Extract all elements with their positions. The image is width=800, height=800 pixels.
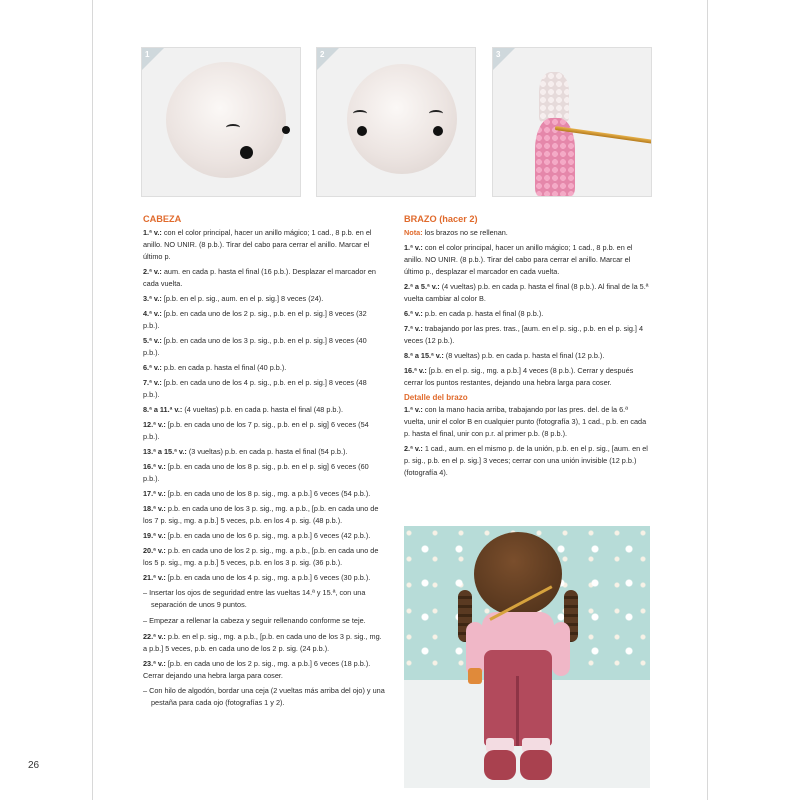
row-number: 13.ª a 15.ª v.: [143, 447, 187, 456]
round-instruction [143, 362, 385, 374]
round-instruction [143, 631, 385, 655]
row-instruction: (4 vueltas) p.b. en cada p. hasta el final (48 p.b.). [182, 405, 343, 414]
instruction-note: – Empezar a rellenar la cabeza y seguir rellenando conforme se teje. [143, 616, 366, 625]
round-instruction [404, 350, 650, 362]
row-number: 18.ª v.: [143, 504, 166, 513]
row-number: 2.ª a 5.ª v.: [404, 282, 440, 291]
detalle-title: Detalle del brazo [404, 393, 468, 402]
row-instruction: [p.b. en cada uno de los 2 p. sig., mg. a p.b.] 6 veces (18 p.b.). Cerrar dejando una hebra larga para coser. [143, 659, 371, 680]
instruction-note: – Insertar los ojos de seguridad entre las vueltas 14.ª y 15.ª, con una separación de unos 9 puntos. [143, 588, 366, 609]
round-instruction [143, 293, 385, 305]
row-instruction: (3 vueltas) p.b. en cada p. hasta el final (54 p.b.). [186, 447, 348, 456]
row-instruction: 1 cad., aum. en el mismo p. de la unión, p.b. en el p. sig., [aum. en el p. sig., p.b. en el p. sig.] 3 veces; cerrar con una unión invisible (12 p.b.) (fotografía 4). [404, 444, 648, 477]
photo-1 [141, 47, 301, 197]
row-instruction: [p.b. en cada uno de los 8 p. sig., mg. a p.b.] 6 veces (54 p.b.). [165, 489, 371, 498]
row-instruction: p.b. en el p. sig., mg. a p.b., [p.b. en cada uno de los 3 p. sig., mg. a p.b.] 5 veces, p.b. en cada uno de los 2 p. sig. (24 p.b.). [143, 632, 382, 653]
round-instruction [404, 323, 650, 347]
row-number: 1.ª v.: [404, 405, 423, 414]
doll-arm-right [552, 622, 570, 676]
row-number: 17.ª v.: [143, 489, 166, 498]
photo-number: 1 [145, 50, 150, 59]
row-instruction: [p.b. en cada uno de los 2 p. sig., p.b. en el p. sig.] 8 veces (32 p.b.). [143, 309, 367, 330]
row-instruction: aum. en cada p. hasta el final (16 p.b.). Desplazar el marcador en cada vuelta. [143, 267, 376, 288]
round-instruction [143, 572, 385, 584]
row-number: 7.ª v.: [143, 378, 162, 387]
round-instruction [143, 530, 385, 542]
doll-photo [404, 526, 650, 788]
brazo-note [404, 227, 650, 239]
row-instruction: [p.b. en el p. sig., aum. en el p. sig.] 8 veces (24). [161, 294, 324, 303]
round-instruction [143, 377, 385, 401]
safety-eye [433, 126, 443, 136]
round-instruction [404, 242, 650, 278]
round-instruction [143, 488, 385, 500]
brazo-title: BRAZO (hacer 2) [404, 214, 478, 224]
row-instruction: [p.b. en cada uno de los 6 p. sig., mg. a p.b.] 6 veces (42 p.b.). [165, 531, 371, 540]
row-instruction: con el color principal, hacer un anillo mágico; 1 cad., 8 p.b. en el anillo. NO UNIR. (8 p.b.). Tirar del cabo para cerrar el anillo. Marcar el último p., desplazar el marcador en cada vuelta. [404, 243, 633, 276]
round-instruction [143, 419, 385, 443]
round-instruction [143, 658, 385, 682]
safety-eye [240, 146, 253, 159]
row-number: 2.ª v.: [143, 267, 162, 276]
photo-3 [492, 47, 652, 197]
row-number: 12.ª v.: [143, 420, 166, 429]
row-number: 8.ª a 11.ª v.: [143, 405, 183, 414]
row-number: 6.ª v.: [404, 309, 423, 318]
round-instruction [143, 545, 385, 569]
row-instruction: p.b. en cada p. hasta el final (40 p.b.). [161, 363, 287, 372]
crochet-head-ball [166, 62, 286, 178]
round-instruction [404, 281, 650, 305]
row-number: 16.ª v.: [404, 366, 427, 375]
note-label: Nota: [404, 228, 423, 237]
row-number: 4.ª v.: [143, 309, 162, 318]
row-instruction: con la mano hacia arriba, trabajando por las pres. del. de la 6.ª vuelta, unir el color B en cualquier punto (fotografía 3), 1 cad., p.b. en cada p. hasta el final, unir con p.r. al primer p.b. (8 p.b.). [404, 405, 647, 438]
round-instruction [143, 335, 385, 359]
row-number: 1.ª v.: [143, 228, 162, 237]
round-instruction [404, 443, 650, 479]
page-number: 26 [28, 760, 40, 771]
book-page [92, 0, 708, 800]
round-instruction [143, 404, 385, 416]
cabeza-section [143, 212, 385, 713]
embroidered-brow [226, 124, 240, 131]
row-instruction: [p.b. en el p. sig., mg. a p.b.] 4 veces (8 p.b.). Cerrar y después cerrar los puntos restantes, dejando una hebra larga para coser. [404, 366, 634, 387]
overalls-seam [516, 676, 519, 746]
cabeza-title: CABEZA [143, 214, 182, 224]
row-number: 8.ª a 15.ª v.: [404, 351, 444, 360]
row-instruction: p.b. en cada uno de los 2 p. sig., mg. a p.b., [p.b. en cada uno de los 5 p. sig., mg. a p.b.] 5 veces, p.b. en los 3 p. sig. (36 p.b.). [143, 546, 379, 567]
crochet-head-ball [347, 64, 457, 174]
brazo-section [404, 212, 650, 482]
row-number: 2.ª v.: [404, 444, 423, 453]
row-instruction: p.b. en cada uno de los 3 p. sig., mg. a p.b., [p.b. en cada uno de los 7 p. sig., mg. a p.b.] 5 veces, p.b. en los 4 p. sig. (48 p.b.). [143, 504, 379, 525]
row-number: 3.ª v.: [143, 294, 162, 303]
row-instruction: [p.b. en cada uno de los 8 p. sig., p.b. en el p. sig] 6 veces (60 p.b.). [143, 462, 369, 483]
row-instruction: (8 vueltas) p.b. en cada p. hasta el final (12 p.b.). [443, 351, 605, 360]
note-text: los brazos no se rellenan. [422, 228, 508, 237]
row-number: 23.ª v.: [143, 659, 166, 668]
doll-shoe-left [484, 750, 516, 780]
round-instruction [143, 308, 385, 332]
row-instruction: [p.b. en cada uno de los 3 p. sig., p.b. en el p. sig.] 8 veces (40 p.b.). [143, 336, 367, 357]
round-instruction [404, 404, 650, 440]
round-instruction [143, 266, 385, 290]
round-instruction [143, 446, 385, 458]
row-instruction: [p.b. en cada uno de los 4 p. sig., p.b. en el p. sig.] 8 veces (48 p.b.). [143, 378, 367, 399]
doll-bag [468, 668, 482, 684]
safety-eye [357, 126, 367, 136]
photo-2 [316, 47, 476, 197]
round-instruction [143, 461, 385, 485]
row-number: 16.ª v.: [143, 462, 166, 471]
row-number: 21.ª v.: [143, 573, 166, 582]
row-instruction: [p.b. en cada uno de los 4 p. sig., mg. a p.b.] 6 veces (30 p.b.). [165, 573, 371, 582]
round-instruction [404, 365, 650, 389]
row-number: 7.ª v.: [404, 324, 423, 333]
row-number: 6.ª v.: [143, 363, 162, 372]
instruction-note: – Con hilo de algodón, bordar una ceja (2 vueltas más arriba del ojo) y una pestaña para cada ojo (fotografías 1 y 2). [143, 686, 385, 707]
row-number: 19.ª v.: [143, 531, 166, 540]
row-instruction: p.b. en cada p. hasta el final (8 p.b.). [422, 309, 544, 318]
row-number: 1.ª v.: [404, 243, 423, 252]
embroidered-brow [429, 110, 443, 117]
arm-top-white [539, 72, 569, 122]
row-instruction: con el color principal, hacer un anillo mágico; 1 cad., 8 p.b. en el anillo. NO UNIR. (8 p.b.). Tirar del cabo para cerrar el anillo. Marcar el último p. [143, 228, 372, 261]
row-number: 20.ª v.: [143, 546, 166, 555]
row-number: 5.ª v.: [143, 336, 162, 345]
round-instruction [404, 308, 650, 320]
round-instruction [143, 503, 385, 527]
row-number: 22.ª v.: [143, 632, 166, 641]
embroidered-brow [353, 110, 367, 117]
photo-number: 3 [496, 50, 501, 59]
photo-number: 2 [320, 50, 325, 59]
safety-eye [282, 126, 290, 134]
row-instruction: [p.b. en cada uno de los 7 p. sig., p.b. en el p. sig] 6 veces (54 p.b.). [143, 420, 369, 441]
row-instruction: trabajando por las pres. tras., [aum. en el p. sig., p.b. en el p. sig.] 4 veces (12 p.b.). [404, 324, 644, 345]
row-instruction: (4 vueltas) p.b. en cada p. hasta el final (8 p.b.). Al final de la 5.ª vuelta cambiar al color B. [404, 282, 649, 303]
doll-shoe-right [520, 750, 552, 780]
round-instruction [143, 227, 385, 263]
